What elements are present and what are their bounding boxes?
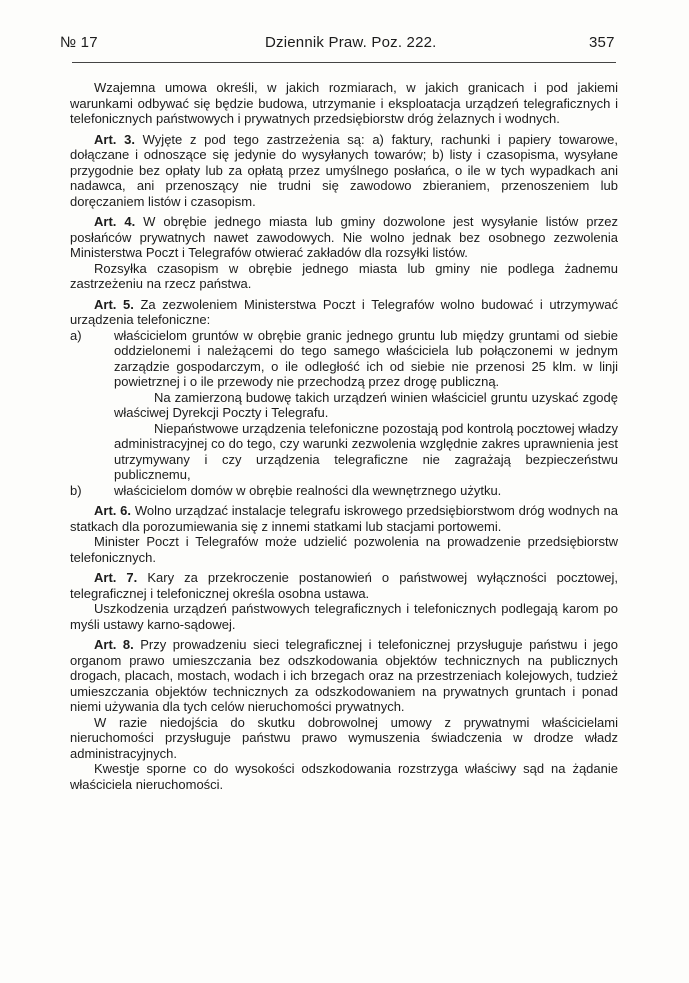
article-6-label: Art. 6. bbox=[94, 503, 132, 518]
page-header bbox=[0, 34, 689, 54]
page-number: 357 bbox=[589, 34, 615, 51]
article-7 bbox=[70, 570, 618, 601]
article-8-text: Przy prowadzeniu sieci telegraficznej i telefonicznej przysługuje państwu i jego organom prawo umieszczania bez odszkodowania objektów technicznych na publicznych drogach, placach, mostach, wodach i ich brzegach oraz na przestrzeniach kolejowych, tudzież umieszczania objektów technicznych za odszkodowaniem na prywatnych gruntach i ponad niemi używania dla tych celów nieruchomości prywatnych. bbox=[70, 637, 618, 714]
item-b-text: właścicielom domów w obrębie realności dla wewnętrznego użytku. bbox=[114, 482, 502, 498]
item-a-label: a) bbox=[70, 327, 82, 343]
article-8-label: Art. 8. bbox=[94, 637, 134, 652]
intro-paragraph: Wzajemna umowa określi, w jakich rozmiarach, w jakich granicach i pod jakiemi warunkami odbywać się będzie budowa, utrzymanie i eksploatacja urządzeń telegraficznych i telefonicznych państwowych i prywatnych przedsiębiorstw dróg żelaznych i wodnych. bbox=[70, 80, 618, 126]
item-a-text: właścicielom gruntów w obrębie granic jednego gruntu lub między gruntami od siebie oddzielonemi i należącemi do tego samego właściciela lub połączonemi w jednym zarządzie gospodarczym, o ile odległość ich od siebie nie przenosi 25 klm. w linji powietrznej i o ile przewody nie przechodzą przez drogę publiczną. bbox=[114, 327, 618, 389]
header-rule bbox=[72, 62, 616, 63]
article-4-label: Art. 4. bbox=[94, 214, 136, 229]
article-8-paragraph-2: W razie niedojścia do skutku dobrowolnej umowy z prywatnymi właścicielami nieruchomości przysługuje państwu prawo wymuszenia świadczenia w drodze władz administracyjnych. bbox=[70, 714, 618, 761]
article-3-label: Art. 3. bbox=[94, 131, 135, 147]
article-5 bbox=[70, 297, 618, 328]
article-3 bbox=[70, 132, 618, 210]
article-6-text: Wolno urządzać instalacje telegrafu iskrowego przedsiębiorstwom dróg wodnych na statkach dla porozumiewania się z innemi statkami lub stacjami portowemi. bbox=[70, 503, 618, 534]
journal-title: Dziennik Praw. Poz. 222. bbox=[265, 34, 437, 51]
article-7-label: Art. 7. bbox=[94, 570, 138, 585]
article-4-paragraph-2: Rozsyłka czasopism w obrębie jednego miasta lub gminy nie podlega żadnemu zastrzeżeniu na rzecz państwa. bbox=[70, 260, 618, 291]
document-body bbox=[70, 80, 618, 792]
article-5-sub-paragraph-1: Na zamierzoną budowę takich urządzeń winien właściciel gruntu uzyskać zgodę właściwej Dyrekcji Poczty i Telegrafu. bbox=[114, 389, 618, 420]
article-4 bbox=[70, 214, 618, 261]
article-5-item-b bbox=[70, 483, 618, 499]
article-5-label: Art. 5. bbox=[94, 296, 134, 312]
article-6-paragraph-2: Minister Poczt i Telegrafów może udzielić pozwolenia na prowadzenie przedsiębiorstw telefonicznych. bbox=[70, 534, 618, 565]
article-5-sub-paragraph-2: Niepaństwowe urządzenia telefoniczne pozostają pod kontrolą pocztowej władzy administracyjnej co do tego, czy warunki zezwolenia względnie zakres uprawnienia jest utrzymywany i czy urządzenia telegraficzne nie zagrażają bezpieczeństwu publicznemu, bbox=[114, 420, 618, 482]
article-4-text: W obrębie jednego miasta lub gminy dozwolone jest wysyłanie listów przez posłańców prywatnych nawet zawodowych. Nie wolno jednak bez osobnego zezwolenia Ministerstwa Poczt i Telegrafów otwierać zakładów dla rozsyłki listów. bbox=[70, 214, 619, 260]
article-7-text: Kary za przekroczenie postanowień o państwowej wyłączności pocztowej, telegraficznej i telefonicznej określa osobna ustawa. bbox=[70, 570, 618, 601]
article-3-text: Wyjęte z pod tego zastrzeżenia są: a) faktury, rachunki i papiery towarowe, dołączane i odnoszące się jedynie do wysyłanych towarów; b) listy i czasopisma, wysyłane przygodnie bez opłaty lub za opłatą przez umyślnego posłańca, o ile w tych wypadkach ani nadawca, ani przenoszący nie trudni się zawodowo zbieraniem, przenoszeniem lub doręczaniem listów i czasopism. bbox=[70, 131, 618, 209]
article-8-paragraph-3: Kwestje sporne co do wysokości odszkodowania rozstrzyga właściwy sąd na żądanie właściciela nieruchomości. bbox=[70, 761, 618, 792]
article-6 bbox=[70, 503, 618, 534]
article-5-item-a bbox=[70, 328, 618, 390]
article-5-text: Za zezwoleniem Ministerstwa Poczt i Telegrafów wolno budować i utrzymywać urządzenia telefoniczne: bbox=[70, 296, 618, 327]
issue-number: № 17 bbox=[60, 34, 98, 51]
item-b-label: b) bbox=[70, 482, 82, 498]
article-7-paragraph-2: Uszkodzenia urządzeń państwowych telegraficznych i telefonicznych podlegają karom po myśli ustawy karno-sądowej. bbox=[70, 601, 618, 632]
article-8 bbox=[70, 637, 618, 715]
